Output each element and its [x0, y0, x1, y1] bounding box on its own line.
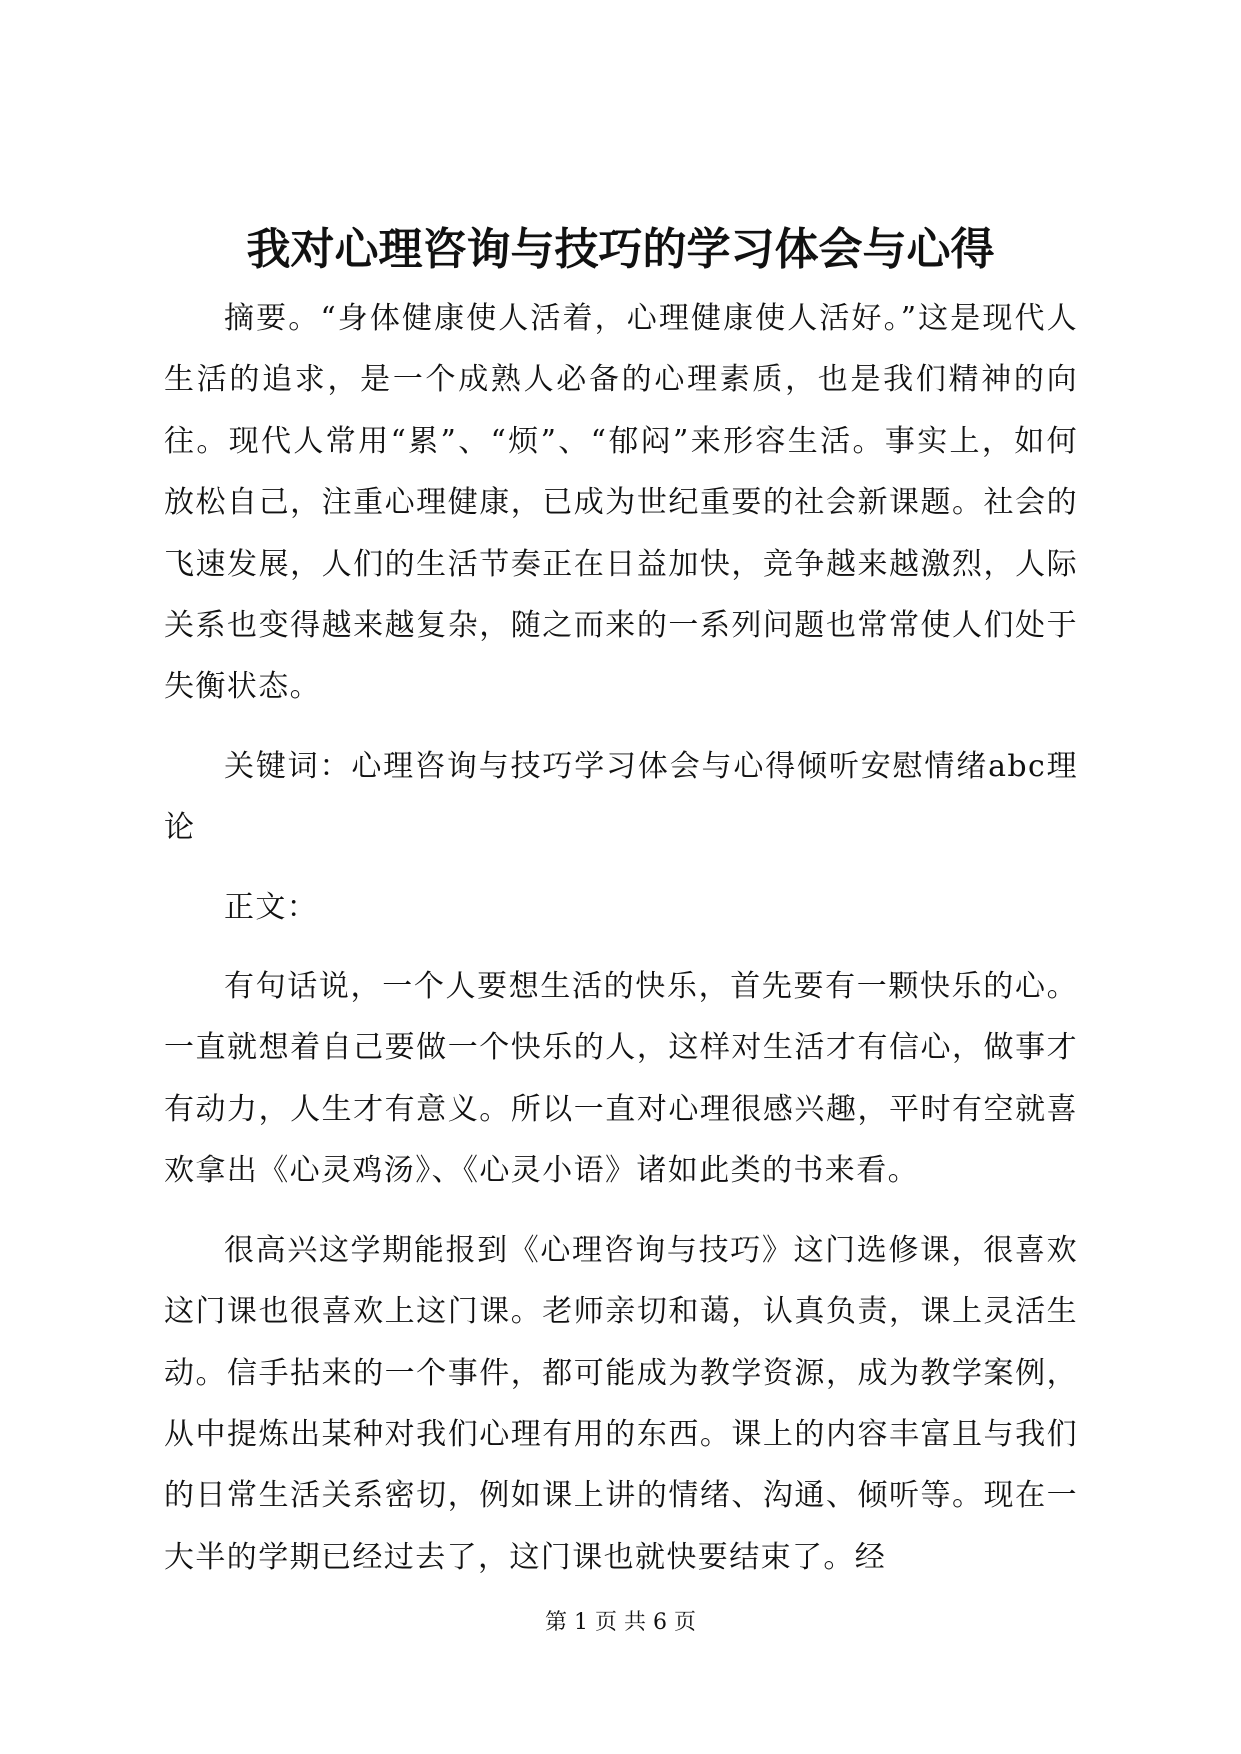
- body-heading: 正文：: [224, 889, 319, 925]
- body-paragraph: 很高兴这学期能报到《心理咨询与技巧》这门选修课，很喜欢这门课也很喜欢上这门课。老师亲切和蔼，认真负责，课上灵活生动。信手拈来的一个事件，都可能成为教学资源，成为教学案例，从中提炼出某种对我们心理有用的东西。课上的内容丰富且与我们的日常生活关系密切，例如课上讲的情绪、沟通、倾听等。现在一大半的学期已经过去了，这门课也就快要结束了。经: [164, 1232, 1078, 1575]
- document-title: 我对心理咨询与技巧的学习体会与心得: [246, 224, 995, 275]
- document-body: [164, 288, 1078, 1606]
- body-paragraph: 有句话说，一个人要想生活的快乐，首先要有一颗快乐的心。一直就想着自己要做一个快乐的人，这样对生活才有信心，做事才有动力，人生才有意义。所以一直对心理很感兴趣，平时有空就喜欢拿出《心灵鸡汤》、《心灵小语》诸如此类的书来看。: [164, 969, 1078, 1189]
- page-footer: 第 1 页 共 6 页: [545, 1610, 696, 1635]
- abstract-paragraph: 摘要。“身体健康使人活着，心理健康使人活好。”这是现代人生活的追求，是一个成熟人必备的心理素质，也是我们精神的向往。现代人常用“累”、“烦”、“郁闷”来形容生活。事实上，如何放松自己，注重心理健康，已成为世纪重要的社会新课题。社会的飞速发展，人们的生活节奏正在日益加快，竞争越来越激烈，人际关系也变得越来越复杂，随之而来的一系列问题也常常使人们处于失衡状态。: [164, 301, 1078, 705]
- keywords-paragraph: 关键词：心理咨询与技巧学习体会与心得倾听安慰情绪abc理论: [164, 748, 1078, 846]
